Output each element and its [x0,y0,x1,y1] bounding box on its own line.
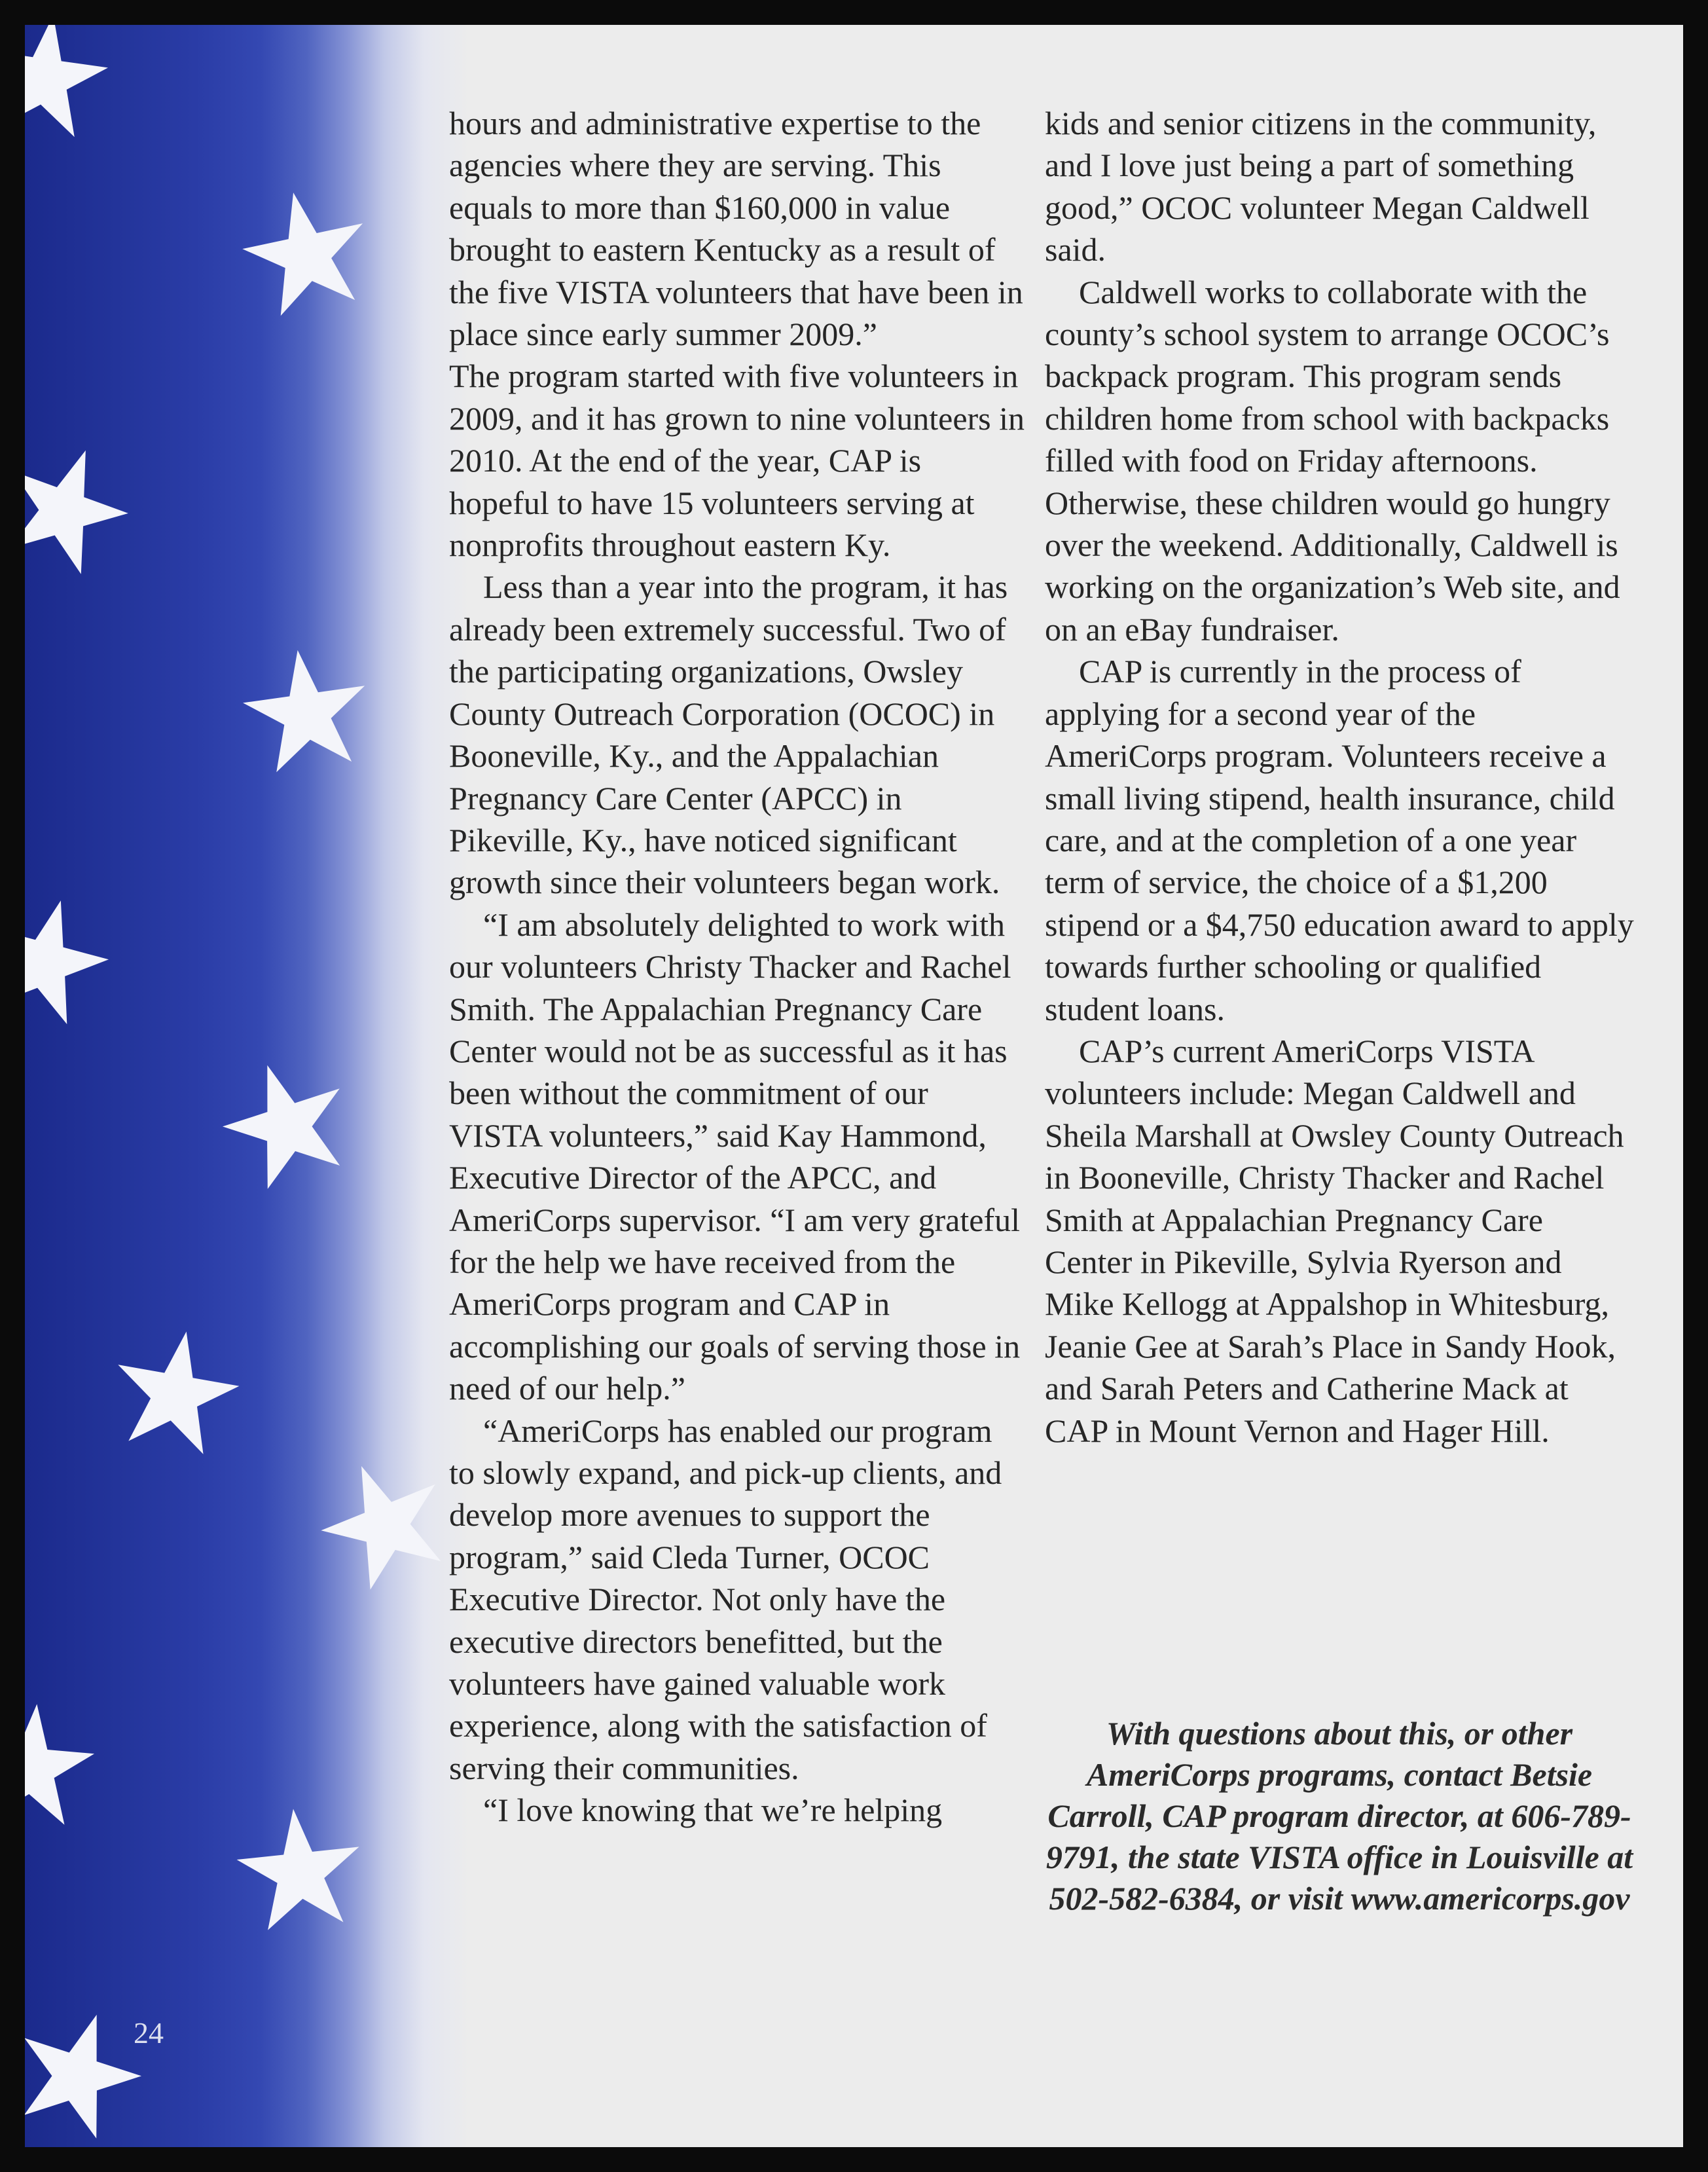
star-icon [25,426,148,593]
star-icon [25,1696,102,1838]
contact-note: With questions about this, or other AmeriCorps programs, contact Betsie Carroll, CAP program director, at 606-789-9791, the state VISTA office in Louisville at 502-582-6384, or visit www.americorps.gov [1045,1715,1633,1917]
paragraph: kids and senior citizens in the community, and I love just being a part of something good,” OCOC volunteer Megan Caldwell said. [1045,105,1597,268]
star-icon [25,25,118,151]
paragraph: hours and administrative expertise to the agencies where they are serving. This equals to more than $160,000 in value brought to eastern Kentucky as a result of the five VISTA volunteers that have been in place since early summer 2009.” [449,105,1023,353]
paragraph: The program started with five volunteers in 2009, and it has grown to nine volunteers in 2010. At the end of the year, CAP is hopeful to have 15 volunteers serving at nonprofits throughout eastern Ky. [449,358,1025,564]
paragraph: Caldwell works to collaborate with the county’s school system to arrange OCOC’s backpack program. This program sends children home from school with backpacks filled with food on Friday afternoons. Otherwise, these children would go hungry over the weekend. Additionally, Caldwell is working on the organization’s Web site, and on an eBay fundraiser. [1045,273,1620,648]
paragraph: CAP’s current AmeriCorps VISTA volunteers include: Megan Caldwell and Sheila Marshall at Owsley County Outreach in Booneville, Christy Thacker and Rachel Smith at Appalachian Pregnancy Care Center in Pikeville, Sylvia Ryerson and Mike Kellogg at Appalshop in Whitesburg, Jeanie Gee at Sarah’s Place in Sandy Hook, and Sarah Peters and Catherine Mack at CAP in Mount Vernon and Hager Hill. [1045,1032,1624,1449]
paragraph: “I love knowing that we’re helping [483,1792,943,1829]
page-number: 24 [134,2016,164,2050]
article-column-right [1045,102,1634,1452]
star-icon [25,881,124,1042]
star-icon [228,176,384,331]
star-icon [300,1439,470,1610]
star-icon [228,1799,372,1943]
star-icon [232,638,380,786]
paragraph: Less than a year into the program, it has already been extremely successful. Two of the participating organizations, Owsley County Outreach Corporation (OCOC) in Booneville, Ky., and the Appalachian Pregnancy Care Center (APCC) in Pikeville, Ky., have noticed significant growth since their volunteers began work. [449,568,1008,901]
magazine-page [25,25,1683,2147]
article-column-left [449,102,1025,1831]
star-icon [204,1042,369,1207]
star-icon [100,1317,251,1469]
paragraph: “I am absolutely delighted to work with our volunteers Christy Thacker and Rachel Smith. The Appalachian Pregnancy Care Center would not be as successful as it has been without the commitment of our VISTA volunteers,” said Kay Hammond, Executive Director of the APCC, and AmeriCorps supervisor. “I am very grateful for the help we have received from the AmeriCorps program and CAP in accomplishing our goals of serving those in need of our help.” [449,906,1021,1407]
paragraph: CAP is currently in the process of applying for a second year of the AmeriCorps program. Volunteers receive a small living stipend, health insurance, child care, and at the completion of a one year term of service, the choice of a $1,200 stipend or a $4,750 education award to apply towards further schooling or qualified student loans. [1045,653,1634,1027]
paragraph: “AmeriCorps has enabled our program to slowly expand, and pick-up clients, and develop more avenues to support the program,” said Cleda Turner, OCOC Executive Director. Not only have the executive directors benefitted, but the volunteers have gained valuable work experience, along with the satisfaction of serving their communities. [449,1412,1002,1786]
blue-star-stripe [25,25,496,2147]
